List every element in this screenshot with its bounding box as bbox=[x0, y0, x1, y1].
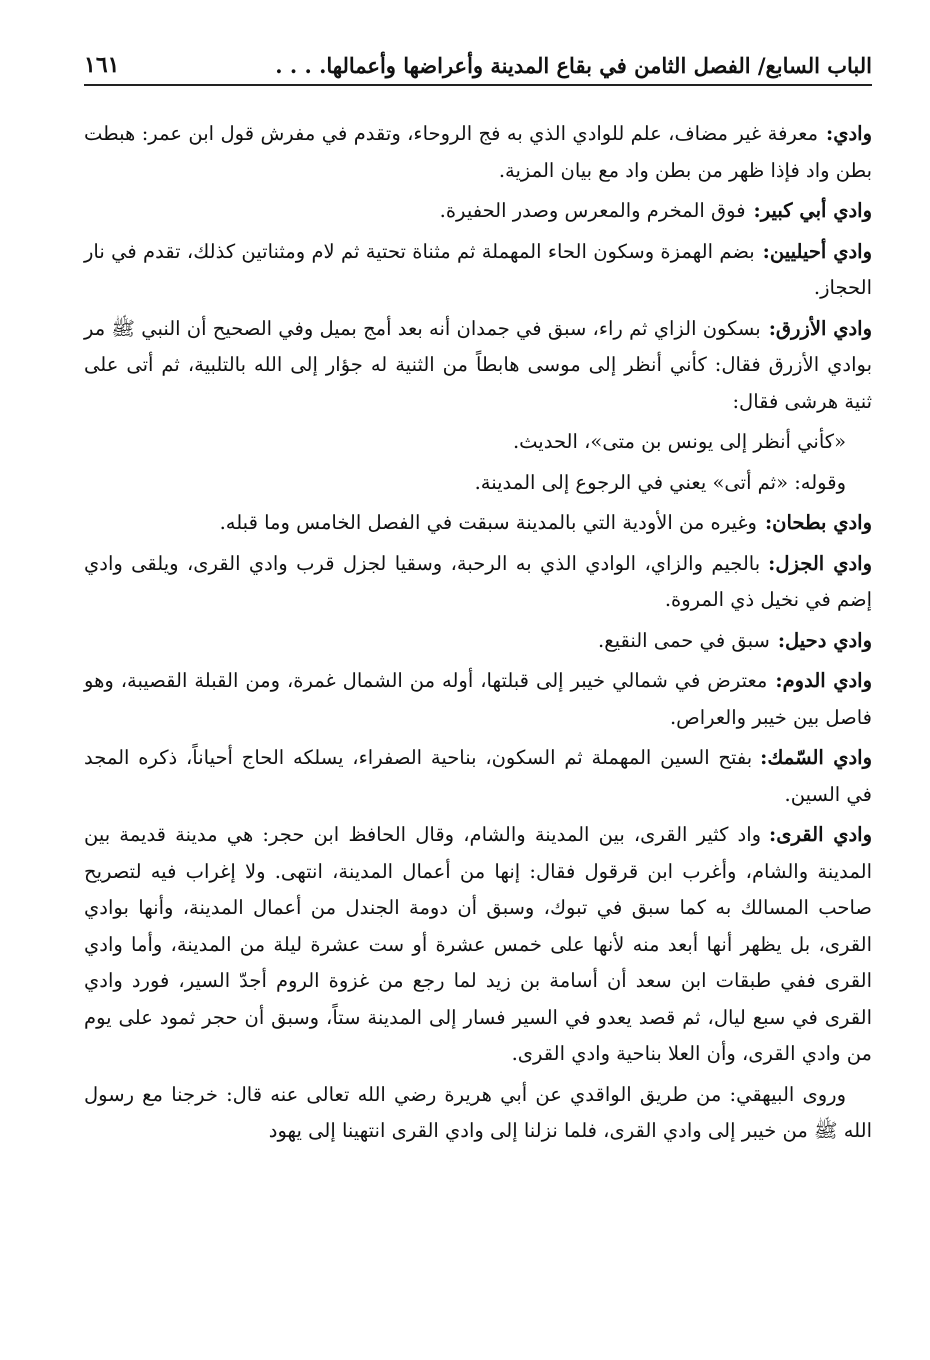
paragraph-wadi-al-jazl bbox=[84, 546, 872, 619]
entry-text: بضم الهمزة وسكون الحاء المهملة ثم مثناة تحتية ثم لام ومثناتين كذلك، تقدم في نار الحجاز. bbox=[84, 239, 872, 299]
paragraph-hadith-quote bbox=[84, 424, 872, 461]
paragraph-wadi bbox=[84, 116, 872, 189]
paragraph-wadi-al-qura bbox=[84, 817, 872, 1073]
paragraph-commentary bbox=[84, 465, 872, 502]
entry-term: وادي: bbox=[826, 122, 872, 145]
paragraph-wadi-buthan bbox=[84, 505, 872, 542]
entry-term: وادي أبي كبير: bbox=[753, 199, 872, 222]
entry-term: وادي الجزل: bbox=[768, 551, 872, 575]
entry-text: بالجيم والزاي، الوادي الذي به الرحبة، وسقيا لجزل قرب وادي القرى، ويلقى وادي إضم في نخيل ذي المروة. bbox=[84, 551, 872, 611]
entry-term: وادي دحيل: bbox=[777, 628, 872, 652]
paragraph-wadi-al-dawm bbox=[84, 663, 872, 736]
running-title: الباب السابع/ الفصل الثامن في بقاع المدينة وأعراضها وأعمالها. . . . bbox=[275, 53, 872, 78]
entry-term: وادي أحيليين: bbox=[762, 239, 872, 263]
entry-term: وادي الدوم: bbox=[775, 669, 873, 692]
entry-text: سبق في حمى النقيع. bbox=[598, 628, 770, 652]
entry-text: وروى البيهقي: من طريق الواقدي عن أبي هريرة رضي الله تعالى عنه قال: خرجنا مع رسول الله ﷺ من خيبر إلى وادي القرى، فلما نزلنا إلى وادي القرى انتهينا إلى يهود bbox=[84, 1082, 872, 1142]
entry-term: وادي الأزرق: bbox=[768, 316, 872, 340]
entry-text: وقوله: «ثم أتى» يعني في الرجوع إلى المدينة. bbox=[474, 470, 846, 494]
paragraph-wadi-duhayl bbox=[84, 623, 872, 660]
entry-text: «كأني أنظر إلى يونس بن متى»، الحديث. bbox=[512, 430, 846, 453]
paragraph-wadi-abi-kabir bbox=[84, 193, 872, 230]
entry-term: وادي بطحان: bbox=[764, 511, 872, 534]
page-number: ١٦١ bbox=[84, 52, 120, 78]
entry-text: بفتح السين المهملة ثم السكون، بناحية الصفراء، يسلكه الحاج أحياناً، ذكره المجد في السين. bbox=[84, 746, 872, 806]
page-header bbox=[84, 38, 872, 86]
paragraph-wadi-al-samak bbox=[84, 740, 872, 813]
entry-text: وغيره من الأودية التي بالمدينة سبقت في الفصل الخامس وما قبله. bbox=[219, 511, 757, 534]
paragraph-wadi-al-azraq bbox=[84, 311, 872, 421]
entry-text: معترض في شمالي خيبر إلى قبلتها، أوله من الشمال غمرة، ومن القبلة القصيبة، وهو فاصل بين خيبر والعراص. bbox=[84, 669, 872, 729]
entry-text: واد كثير القرى، بين المدينة والشام، وقال الحافظ ابن حجر: هي مدينة قديمة بين المدينة والشام، وأغرب ابن قرقول فقال: إنها من أعمال المدينة، انتهى. ولا إغراب فيه لتصريح صاحب المسالك به كما سبق في تبوك، وسبق أن دومة الجندل من أعمال المدينة، وأنها بوادي القرى، بل يظهر أنها أبعد منه لأنها على خمس عشرة أو ست عشرة ليلة من المدينة، وأما وادي القرى ففي طبقات ابن سعد أن أسامة بن زيد لما رجع من غزوة الروم أجدّ السير، فورد وادي القرى في سبع ليال، ثم قصد يعدو في السير فسار إلى المدينة ستاً، وسبق أن حجر ثمود على يوم من وادي القرى، وأن العلا بناحية وادي القرى. bbox=[84, 823, 872, 1065]
entry-text: فوق المخرم والمعرس وصدر الحفيرة. bbox=[439, 199, 746, 222]
entry-term: وادي القرى: bbox=[769, 823, 873, 846]
entry-text: بسكون الزاي ثم راء، سبق في جمدان أنه بعد أمج بميل وفي الصحيح أن النبي ﷺ مر بوادي الأزرق فقال: كأني أنظر إلى موسى هابطاً من الثنية له جؤار إلى الله بالتلبية، ثم أتى على ثنية هرشى فقال: bbox=[84, 316, 872, 413]
entry-term: وادي السّمك: bbox=[760, 746, 872, 769]
paragraph-bayhaqi bbox=[84, 1077, 872, 1150]
entry-text: معرفة غير مضاف، علم للوادي الذي به فج الروحاء، وتقدم في مفرش قول ابن عمر: هبطت بطن واد فإذا ظهر من بطن واد مع بيان المزية. bbox=[84, 122, 872, 182]
paragraph-wadi-uhaylayin bbox=[84, 234, 872, 307]
body-text bbox=[84, 116, 872, 1154]
